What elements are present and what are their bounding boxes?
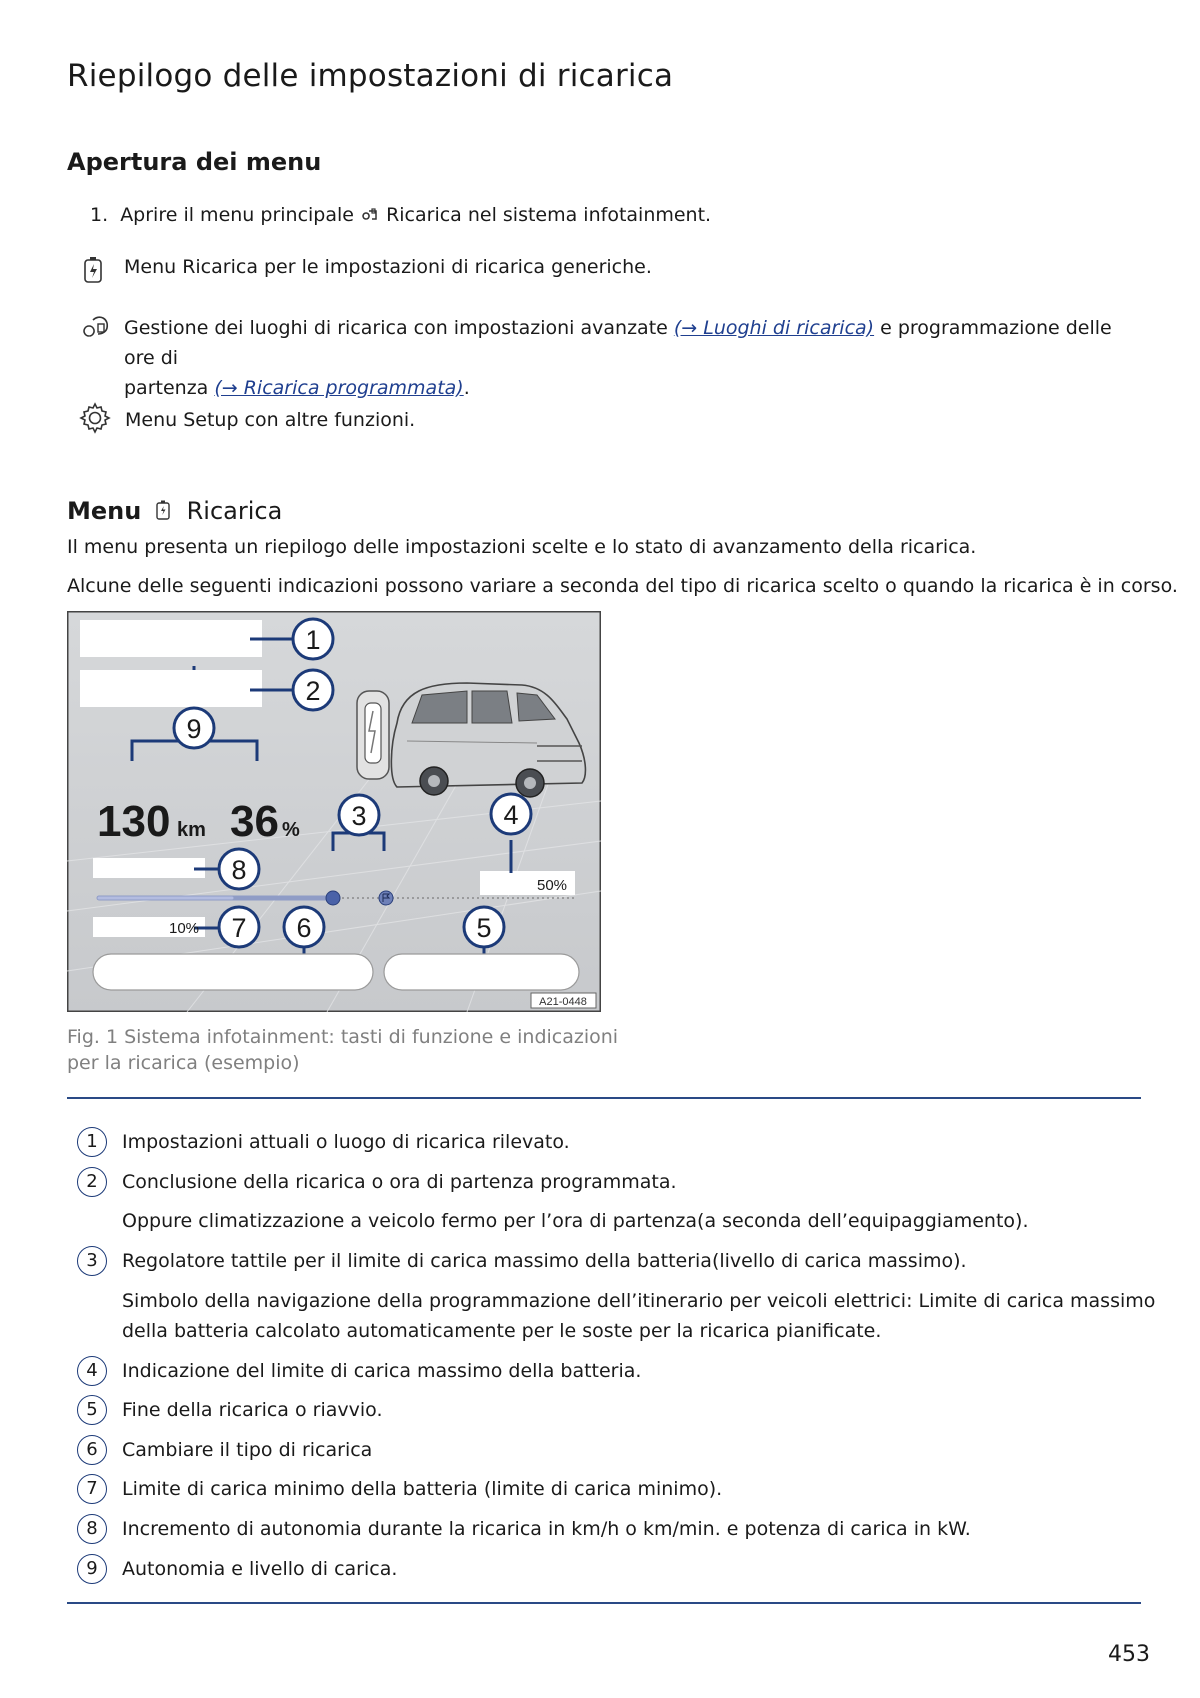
infotainment-figure	[67, 611, 601, 1012]
caption-line-1: Fig. 1 Sistema infotainment: tasti di funzione e indicazioni	[67, 1026, 619, 1048]
callout-7: 7	[231, 913, 247, 943]
legend-text-2b: Oppure climatizzazione a veicolo fermo per l’ora di partenza(a seconda dell’equipaggiamento).	[122, 1210, 1029, 1232]
legend-number-2: 2	[77, 1167, 107, 1197]
legend-text-3b: Simbolo della navigazione della programmazione dell’itinerario per veicoli elettrici: Limite di carica massimo	[122, 1290, 1156, 1312]
range-unit: km	[177, 819, 206, 841]
callout-1: 1	[305, 625, 321, 655]
step-number: 1.	[90, 204, 109, 226]
legend-text-3c: della batteria calcolato automaticamente per le soste per la ricarica pianificate.	[122, 1320, 882, 1342]
callout-2: 2	[305, 676, 321, 706]
legend-number-9: 9	[77, 1554, 107, 1584]
max-limit-label: 50%	[537, 877, 568, 894]
soc-value: 36	[230, 797, 279, 846]
section-heading-menu-ricarica	[67, 497, 282, 527]
page-number: 453	[1108, 1642, 1150, 1667]
min-limit-label: 10%	[169, 920, 200, 937]
legend-text-8: Incremento di autonomia durante la ricarica in km/h o km/min. e potenza di carica in kW.	[122, 1518, 971, 1540]
legend-text-5: Fine della ricarica o riavvio.	[122, 1399, 383, 1421]
legend-number-5: 5	[77, 1395, 107, 1425]
gear-icon	[78, 401, 112, 439]
legend-number-1: 1	[77, 1127, 107, 1157]
legend-text-6: Cambiare il tipo di ricarica	[122, 1439, 373, 1461]
divider-top	[67, 1097, 1141, 1099]
charging-location-icon	[360, 203, 380, 233]
menu-para-1: Il menu presenta un riepilogo delle impostazioni scelte e lo stato di avanzamento della ricarica.	[67, 536, 977, 558]
callout-5: 5	[476, 913, 492, 943]
callout-3: 3	[351, 801, 367, 831]
locations-text-b: e programmazione delle ore di	[124, 317, 1112, 369]
heading-rest: Ricarica	[186, 497, 283, 525]
callout-8: 8	[231, 855, 247, 885]
menu-item-locations-text	[124, 313, 1134, 403]
legend-text-9: Autonomia e livello di carica.	[122, 1558, 398, 1580]
page-title: Riepilogo delle impostazioni di ricarica	[67, 58, 674, 94]
link-ricarica-programmata[interactable]: (→ Ricarica programmata)	[214, 377, 464, 399]
legend-number-6: 6	[77, 1435, 107, 1465]
legend-text-2: Conclusione della ricarica o ora di partenza programmata.	[122, 1171, 677, 1193]
caption-line-2: per la ricarica (esempio)	[67, 1052, 300, 1074]
figure-code: A21-0448	[539, 996, 587, 1008]
legend-text-1: Impostazioni attuali o luogo di ricarica rilevato.	[122, 1131, 570, 1153]
callout-6: 6	[296, 913, 312, 943]
range-value: 130	[97, 797, 171, 846]
charging-plug-icon	[357, 691, 389, 779]
legend-number-7: 7	[77, 1474, 107, 1504]
locations-text-c: partenza	[124, 377, 215, 399]
link-luoghi-di-ricarica[interactable]: (→ Luoghi di ricarica)	[673, 317, 875, 339]
legend-number-4: 4	[77, 1356, 107, 1386]
legend-text-4: Indicazione del limite di carica massimo della batteria.	[122, 1360, 642, 1382]
step-text-before: Aprire il menu principale	[120, 204, 354, 226]
step-text-after: Ricarica nel sistema infotainment.	[386, 204, 712, 226]
charging-location-icon	[79, 312, 111, 348]
divider-bottom	[67, 1602, 1141, 1604]
heading-bold: Menu	[67, 497, 142, 525]
battery-charge-icon	[82, 255, 104, 289]
figure-caption	[67, 1024, 627, 1076]
callout-9: 9	[186, 714, 202, 744]
menu-para-2: Alcune delle seguenti indicazioni possono variare a seconda del tipo di ricarica scelto o quando la ricarica è in corso.	[67, 575, 1178, 597]
battery-charge-icon	[155, 499, 173, 527]
legend-number-3: 3	[77, 1246, 107, 1276]
menu-item-ricarica-text: Menu Ricarica per le impostazioni di ricarica generiche.	[124, 256, 652, 278]
locations-text-a: Gestione dei luoghi di ricarica con impostazioni avanzate	[124, 317, 674, 339]
menu-item-setup-text: Menu Setup con altre funzioni.	[125, 409, 416, 431]
soc-unit: %	[282, 819, 300, 841]
callout-4: 4	[503, 800, 519, 830]
legend-text-7: Limite di carica minimo della batteria (limite di carica minimo).	[122, 1478, 723, 1500]
locations-text-d: .	[463, 377, 470, 399]
legend-number-8: 8	[77, 1514, 107, 1544]
step-1	[90, 200, 711, 233]
section-heading-open-menu: Apertura dei menu	[67, 148, 322, 176]
legend-text-3: Regolatore tattile per il limite di carica massimo della batteria(livello di carica massimo).	[122, 1250, 967, 1272]
